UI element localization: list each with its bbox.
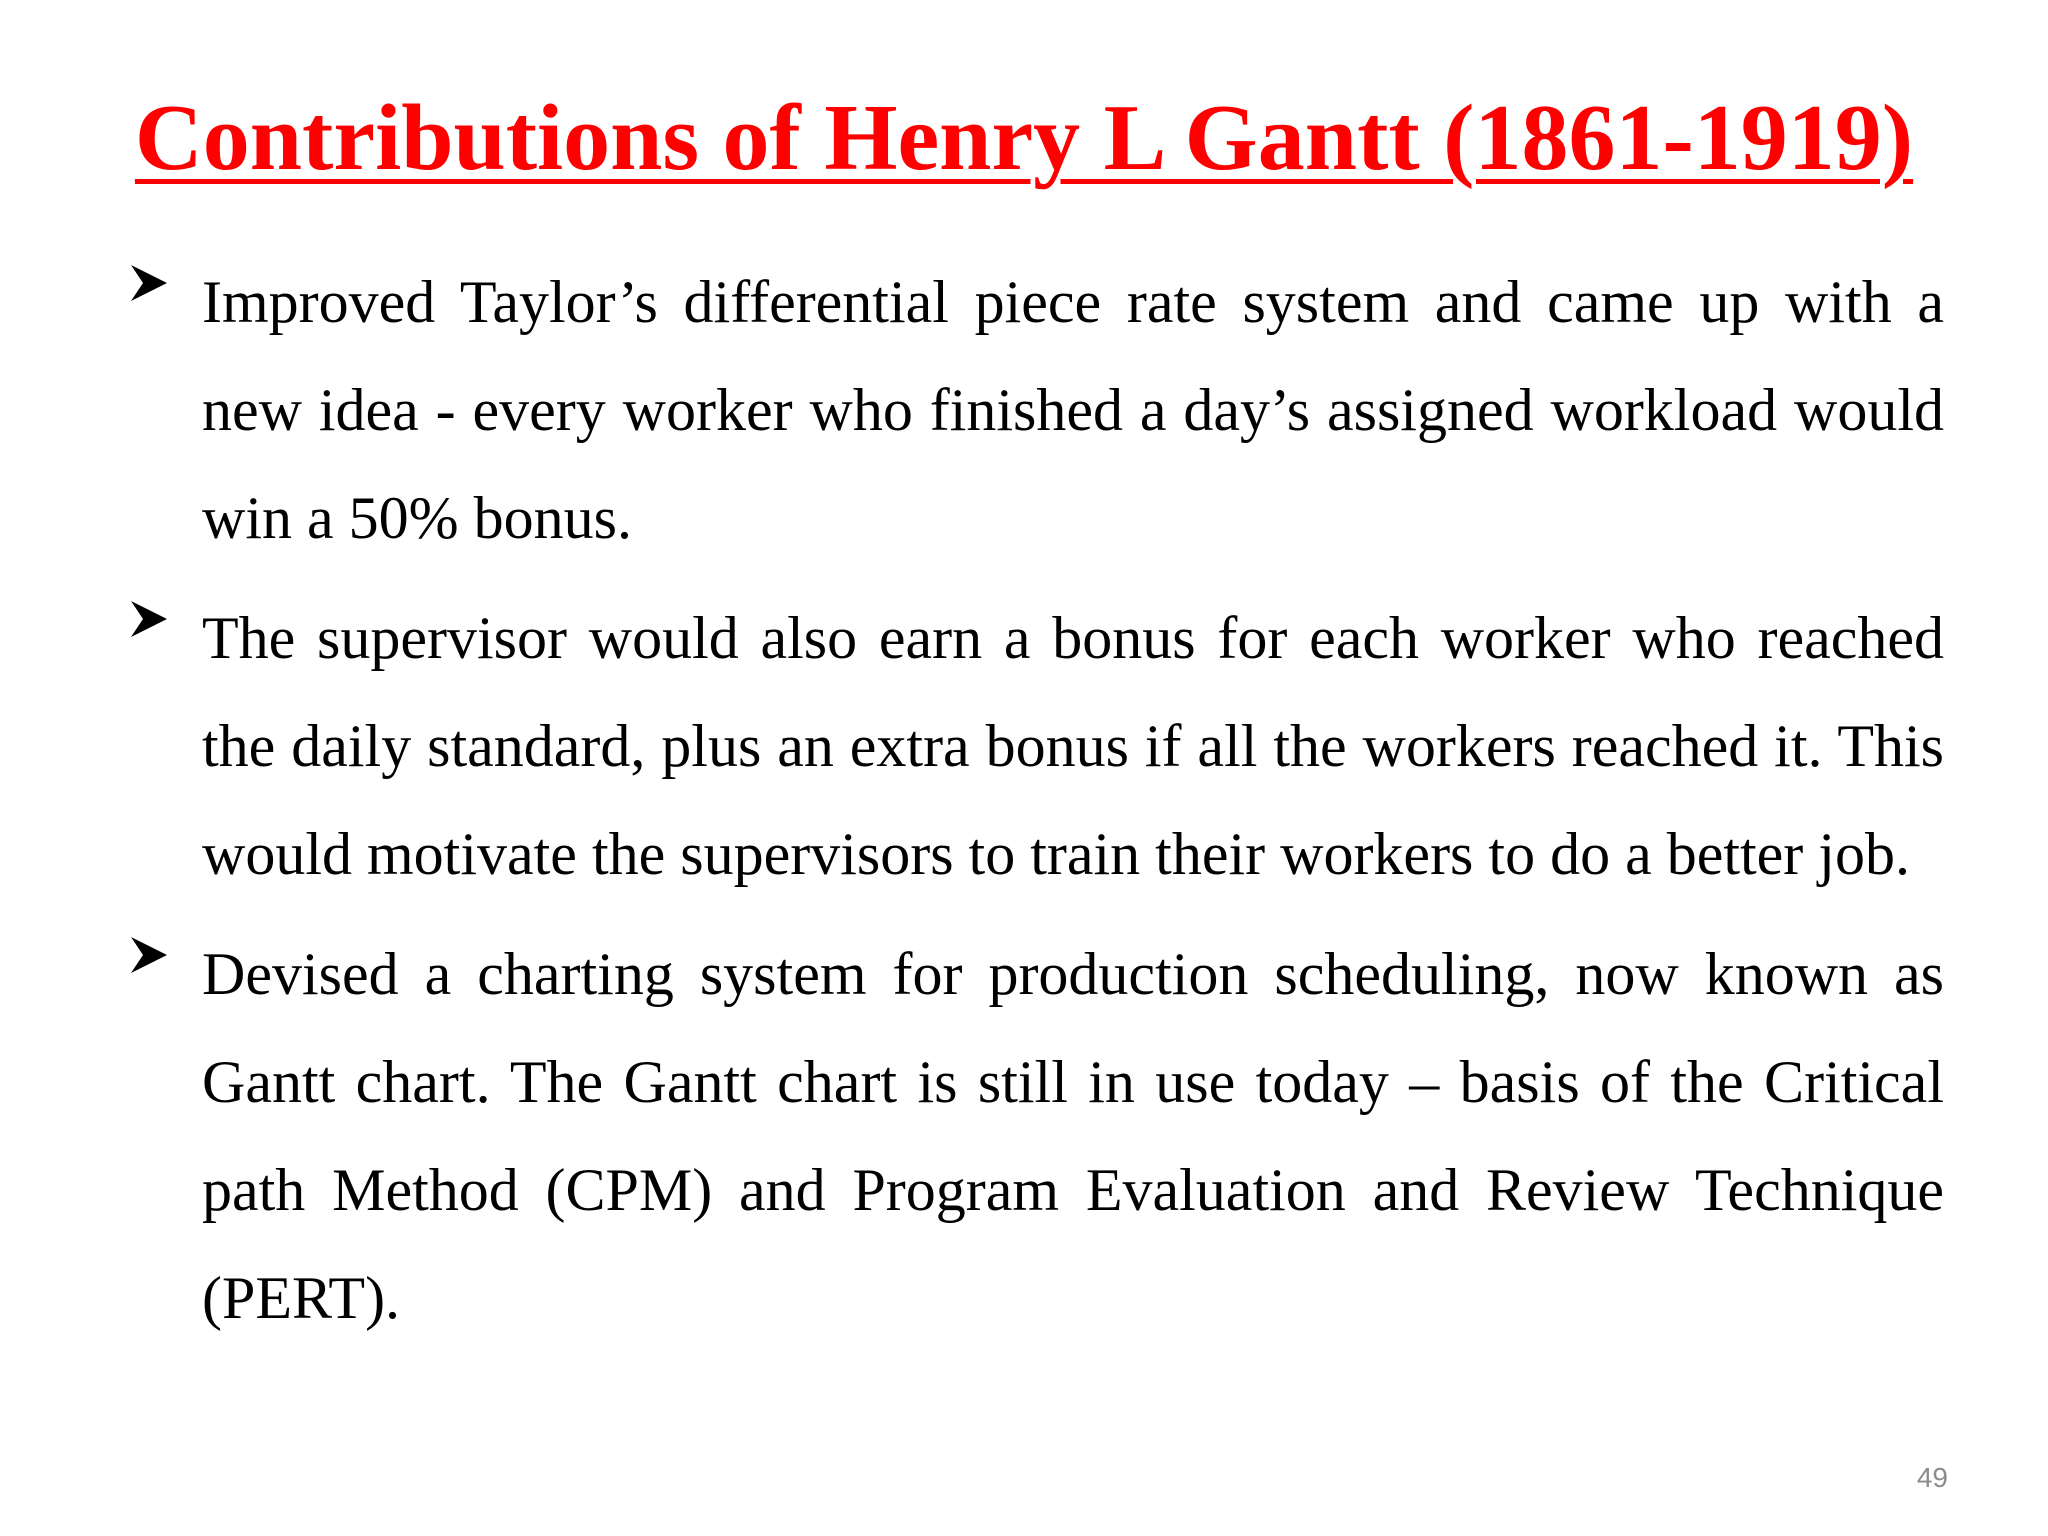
slide-title: Contributions of Henry L Gantt (1861-1919): [134, 86, 1914, 190]
arrowhead-bullet-icon: [128, 598, 170, 640]
page-number: 49: [1916, 1462, 1948, 1493]
bullet-item: [128, 248, 1944, 572]
bullet-text: Improved Taylor’s differential piece rate system and came up with a new idea - every worker who finished a day’s assigned workload would win a 50% bonus.: [202, 269, 1944, 551]
bullet-text: The supervisor would also earn a bonus for each worker who reached the daily standard, plus an extra bonus if all the workers reached it. This would motivate the supervisors to train their workers to do a better job.: [202, 605, 1944, 887]
bullet-list: [128, 248, 1944, 1364]
arrowhead-bullet-icon: [128, 262, 170, 304]
arrowhead-bullet-icon: [128, 934, 170, 976]
bullet-item: [128, 584, 1944, 908]
bullet-text: Devised a charting system for production scheduling, now known as Gantt chart. The Gantt chart is still in use today – basis of the Critical path Method (CPM) and Program Evaluation and Review Technique (PERT).: [202, 941, 1944, 1331]
bullet-item: [128, 920, 1944, 1352]
